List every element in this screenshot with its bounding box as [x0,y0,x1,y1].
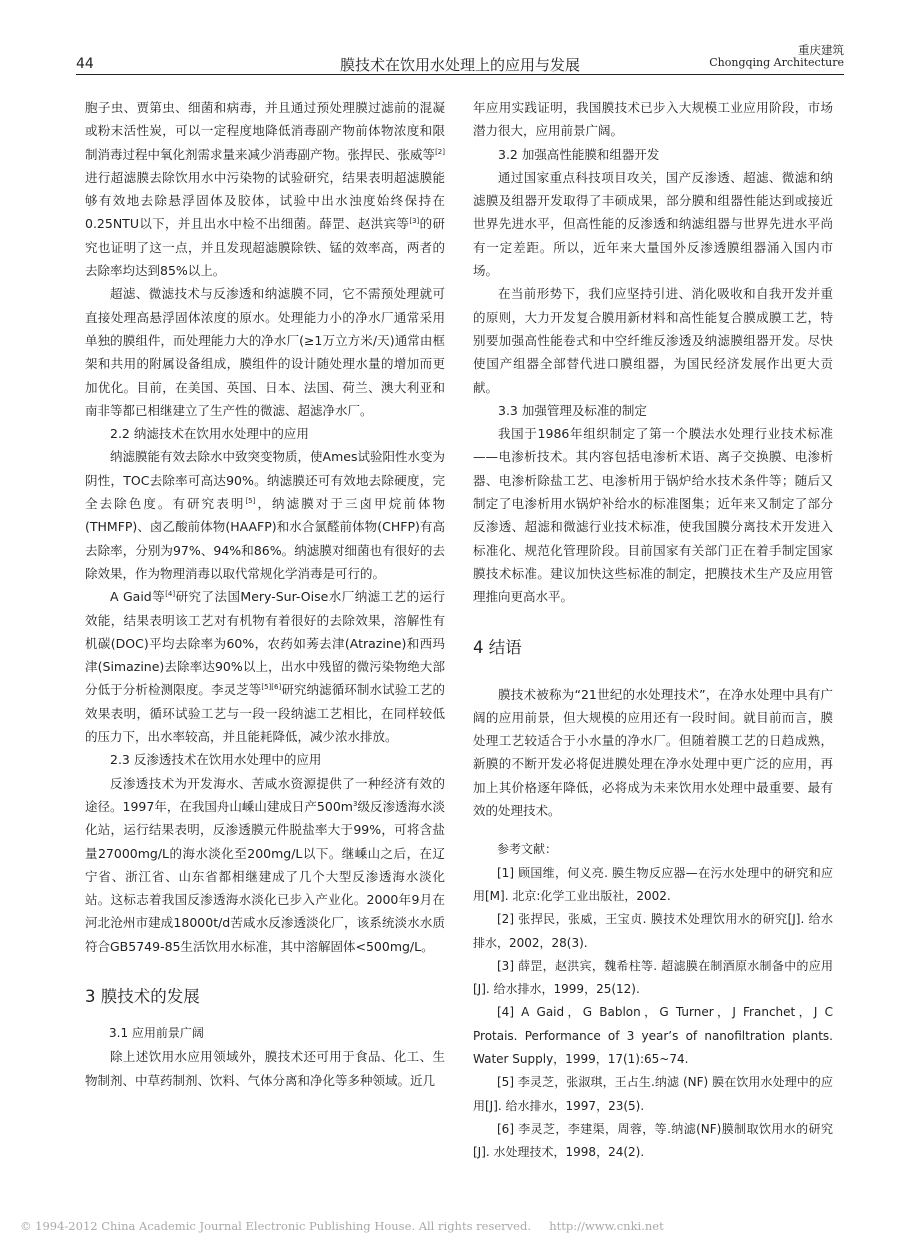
page-header [76,44,844,74]
reference-item: [3] 薛罡，赵洪宾，魏希柱等. 超滤膜在制酒原水制备中的应用[J]. 给水排水，1999，25(12). [473,958,833,997]
section-heading: 4 结语 [473,637,522,657]
page-number: 44 [76,56,94,72]
left-column [85,96,445,1092]
subsection-heading: 3.3 加强管理及标准的制定 [498,402,647,418]
paragraph: 纳滤膜能有效去除水中致突变物质，使Ames试验阳性水变为阴性，TOC去除率可高达90%。纳滤膜还可有效地去除硬度，完全去除色度。有研究表明[5]，纳滤膜对于三卤甲烷前体物(THMFP)、卤乙酸前体物(HAAFP)和水合氯醛前体物(CHFP)有高去除率，分别为97%、94%和86%。纳滤膜对细菌也有很好的去除效果，作为物理消毒以取代常规化学消毒是可行的。 [85,449,445,581]
running-title: 膜技术在饮用水处理上的应用与发展 [339,56,580,74]
copyright-text: © 1994-2012 China Academic Journal Electronic Publishing House. All rights reserved. [20,1219,531,1233]
reference-item: [5] 李灵芝，张淑琪，王占生.纳滤 (NF) 膜在饮用水处理中的应用[J]. 给水排水，1997，23(5). [473,1075,833,1113]
paragraph: 在当前形势下，我们应坚持引进、消化吸收和自我开发并重的原则，大力开发复合膜用新材料和高性能复合膜成膜工艺，特别要加强高性能卷式和中空纤维反渗透及纳滤膜组器开发。尽快使国产组器全部替代进口膜组器，为国民经济发展作出更大贡献。 [473,286,833,395]
paragraph: 通过国家重点科技项目攻关，国产反渗透、超滤、微滤和纳滤膜及组器开发取得了丰硕成果，部分膜和组器性能达到或接近世界先进水平，但高性能的反渗透和纳滤组器与世界先进水平尚有一定差距。所以，近年来大量国外反渗透膜组器涌入国内市场。 [473,169,833,279]
subsection-heading: 3.1 应用前景广阔 [109,1025,204,1040]
paragraph: 超滤、微滤技术与反渗透和纳滤膜不同，它不需预处理就可直接处理高悬浮固体浓度的原水。处理能力小的净水厂通常采用单独的膜组件，而处理能力大的净水厂(≥1万立方米/天)通常由框架和共用的附属设备组成，膜组件的设计随处理水量的增加而更加优化。目前，在美国、英国、日本、法国、荷兰、澳大利亚和南非等都已相继建立了生产性的微滤、超滤净水厂。 [85,286,445,418]
references-heading: 参考文献： [497,842,558,857]
paragraph: 胞子虫、贾第虫、细菌和病毒，并且通过预处理膜过滤前的混凝或粉末活性炭，可以一定程度地降低消毒副产物前体物浓度和限制消毒过程中氧化剂需求量来减少消毒副产物。张捍民、张威等[2]进行超滤膜去除饮用水中污染物的试验研究，结果表明超滤膜能够有效地去除悬浮固体及胶体，试验中出水浊度始终保持在0.25NTU以下，并且出水中检不出细菌。薛罡、赵洪宾等[3]的研究也证明了这一点，并且发现超滤膜除铁、锰的效率高，两者的去除率均达到85%以上。 [85,100,445,279]
subsection-heading: 2.3 反渗透技术在饮用水处理中的应用 [110,752,322,768]
reference-item: [2] 张捍民，张威，王宝贞. 膜技术处理饮用水的研究[J]. 给水排水，2002，28(3). [473,912,833,950]
paragraph: 除上述饮用水应用领域外，膜技术还可用于食品、化工、生物制剂、中草药制剂、饮料、气体分离和净化等多种领域。近几 [85,1049,445,1088]
paragraph: 年应用实践证明，我国膜技术已步入大规模工业应用阶段，市场潜力很大，应用前景广阔。 [473,100,833,139]
paragraph: A Gaid等[4]研究了法国Mery-Sur-Oise水厂纳滤工艺的运行效能，结果表明该工艺对有机物有着很好的去除效果，溶解性有机碳(DOC)平均去除率为60%，农药如莠去津(Atrazine)和西玛津(Simazine)去除率达90%以上，出水中残留的微污染物绝大部分低于分析检测限度。李灵芝等[5][6]研究纳滤循环制水试验工艺的效果表明，循环试验工艺与一段一段纳滤工艺相比，在同样较低的压力下，出水率较高，并且能耗降低，减少浓水排放。 [85,589,446,745]
right-column [473,96,833,1164]
footer-url: http://www.cnki.net [549,1219,664,1233]
subsection-heading: 2.2 纳滤技术在饮用水处理中的应用 [110,426,309,442]
subsection-heading: 3.2 加强高性能膜和组器开发 [498,146,660,162]
paragraph: 我国于1986年组织制定了第一个膜法水处理行业技术标准——电渗析技术。其内容包括电渗析术语、离子交换膜、电渗析器、电渗析除盐工艺、电渗析用于锅炉给水技术条件等；随后又制定了电渗析用水锅炉补给水的标准图集；近年来又制定了部分反渗透、超滤和微滤行业技术标准，使我国膜分离技术开发进入标准化、规范化管理阶段。目前国家有关部门正在着手制定国家膜技术标准。建议加快这些标准的制定，把膜技术生产及应用管理推向更高水平。 [473,426,833,605]
header-rule [76,74,844,75]
paragraph: 膜技术被称为“21世纪的水处理技术”，在净水处理中具有广阔的应用前景，但大规模的应用还有一段时间。就目前而言，膜处理工艺较适合于小水量的净水厂。但随着膜工艺的日趋成熟，新膜的不断开发必将促进膜处理在净水处理中更广泛的应用，再加上其价格逐年降低，必将成为未来饮用水处理中最重要、最有效的处理技术。 [473,686,833,819]
reference-item: [1] 顾国维，何义亮. 膜生物反应器—在污水处理中的研究和应用[M]. 北京:化学工业出版社，2002. [473,865,833,903]
reference-item: [4] A Gaid，G Bablon，G Turner，J Franchet，J C Protais. Performance of 3 year’s of nanofiltration plants. Water Supply，1999，17(1):65~74. [473,1005,833,1066]
section-heading: 3 膜技术的发展 [85,986,200,1006]
journal-name [709,44,844,69]
journal-name-en: Chongqing Architecture [709,55,844,69]
paragraph: 反渗透技术为开发海水、苦咸水资源提供了一种经济有效的途径。1997年，在我国舟山嵊山建成日产$500m^3$级反渗透海水淡化站，运行结果表明，反渗透膜元件脱盐率大于99%，可将含盐量27000mg/L的海水淡化至200mg/L以下。继嵊山之后，在辽宁省、浙江省、山东省都相继建成了几个大型反渗透海水淡化站。这标志着我国反渗透海水淡化已步入产业化。2000年9月在河北沧州市建成18000t/d苦咸水反渗透淡化厂，该系统淡水水质符合GB5749-85生活饮用水标准，其中溶解固体<500mg/L。 [85,775,445,954]
reference-item: [6] 李灵芝，李建渠，周蓉，等.纳滤(NF)膜制取饮用水的研究[J]. 水处理技术，1998，24(2). [473,1121,833,1160]
journal-name-cn: 重庆建筑 [798,43,844,57]
copyright-footer [20,1219,664,1233]
